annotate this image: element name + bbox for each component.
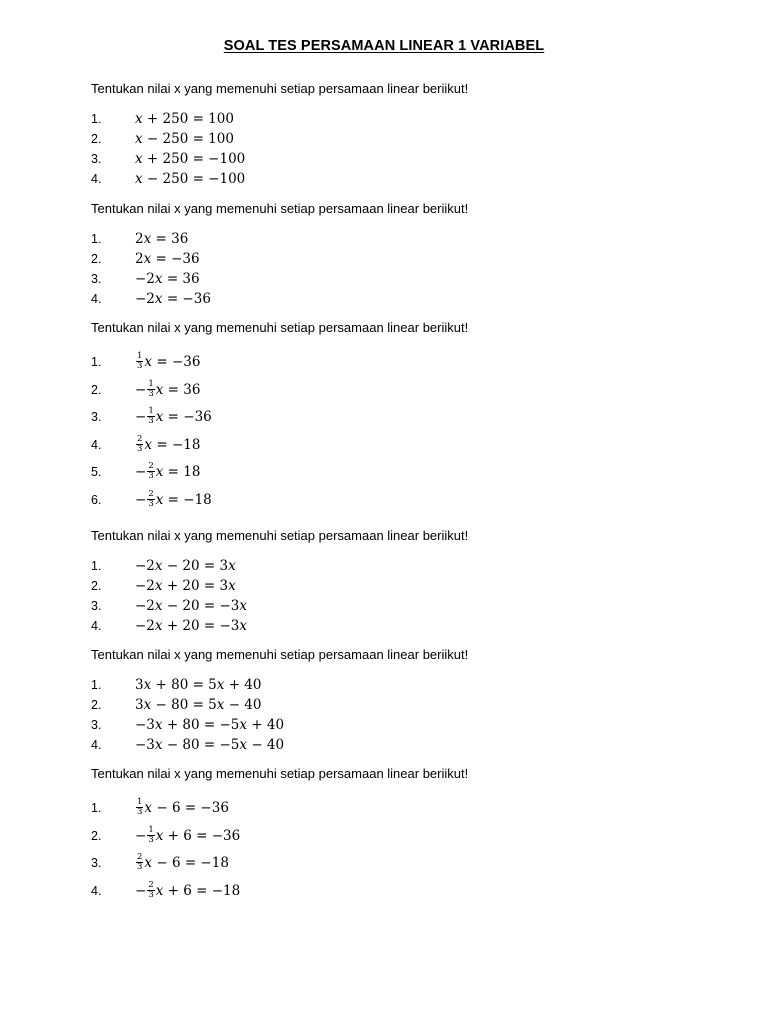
equation-item [91, 404, 711, 432]
equation-item [91, 675, 711, 695]
item-number: 3. [91, 856, 102, 871]
equation-item [91, 249, 711, 269]
item-number: 4. [91, 437, 102, 452]
equation: x + 250 = 100 [135, 111, 234, 127]
equation-item [91, 269, 711, 289]
equation: 3x + 80 = 5x + 40 [135, 677, 262, 693]
item-number: 1. [91, 559, 102, 573]
instruction-text: Tentukan nilai x yang memenuhi setiap persamaan linear beriikut! [91, 81, 469, 96]
fraction: $\frac{2}{3}$ [148, 461, 154, 482]
equation-item [91, 229, 711, 249]
equation-item [91, 556, 711, 576]
item-number: 1. [91, 232, 102, 246]
equation: − $\frac{2}{3}$ x + 6 = −18 [135, 879, 241, 900]
equation: x − 250 = −100 [135, 171, 246, 187]
instruction-text: Tentukan nilai x yang memenuhi setiap persamaan linear beriikut! [91, 320, 469, 335]
equation-item [91, 596, 711, 616]
fraction: $\frac{2}{3}$ [137, 852, 143, 873]
instruction-text: Tentukan nilai x yang memenuhi setiap persamaan linear beriikut! [91, 201, 469, 216]
equation: − $\frac{1}{3}$ x + 6 = −36 [135, 824, 241, 845]
equation: − $\frac{2}{3}$ x = 18 [135, 461, 201, 482]
equation: 2x = −36 [135, 251, 200, 267]
equation: x − 250 = 100 [135, 131, 234, 147]
equation: −2x + 20 = −3x [135, 618, 248, 634]
item-number: 4. [91, 883, 102, 898]
item-number: 3. [91, 718, 102, 732]
exercise-section [91, 319, 711, 515]
equation-item [91, 878, 711, 906]
equation: −3x + 80 = −5x + 40 [135, 717, 285, 733]
item-number: 3. [91, 272, 102, 286]
item-number: 2. [91, 828, 102, 843]
equation-item [91, 459, 711, 487]
equation-list [91, 795, 711, 905]
equation-item [91, 795, 711, 823]
equation: −2x − 20 = 3x [135, 558, 236, 574]
item-number: 1. [91, 112, 102, 126]
equation-item [91, 169, 711, 189]
instruction-text: Tentukan nilai x yang memenuhi setiap persamaan linear beriikut! [91, 528, 469, 543]
equation-item [91, 850, 711, 878]
equation: −2x = 36 [135, 271, 200, 287]
fraction: $\frac{2}{3}$ [137, 433, 143, 454]
exercise-section [91, 646, 711, 755]
equation-list [91, 675, 711, 755]
equation-item [91, 289, 711, 309]
equation: $\frac{2}{3}$ x = −18 [137, 433, 201, 454]
instruction-text: Tentukan nilai x yang memenuhi setiap persamaan linear beriikut! [91, 647, 469, 662]
exercise-section [91, 527, 711, 636]
equation: −2x − 20 = −3x [135, 598, 248, 614]
exercise-section [91, 200, 711, 309]
fraction: $\frac{1}{3}$ [148, 824, 154, 845]
item-number: 2. [91, 132, 102, 146]
equation-item [91, 349, 711, 377]
item-number: 1. [91, 801, 102, 815]
item-number: 5. [91, 465, 102, 480]
equation-item [91, 129, 711, 149]
equation-item [91, 576, 711, 596]
item-number: 3. [91, 152, 102, 166]
exercise-section [91, 765, 711, 905]
equation: − $\frac{1}{3}$ x = −36 [135, 406, 212, 427]
equation-list [91, 556, 711, 636]
equation-list [91, 349, 711, 515]
equation-list [91, 109, 711, 189]
equation: $\frac{1}{3}$ x − 6 = −36 [137, 797, 229, 817]
equation: $\frac{1}{3}$ x = −36 [137, 351, 201, 371]
equation: 2x = 36 [135, 231, 189, 247]
equation-item [91, 432, 711, 460]
item-number: 2. [91, 382, 102, 397]
equation: −2x + 20 = 3x [135, 578, 236, 594]
item-number: 4. [91, 172, 102, 186]
equation: −3x − 80 = −5x − 40 [135, 737, 285, 753]
equation-item [91, 487, 711, 515]
item-number: 4. [91, 738, 102, 752]
item-number: 1. [91, 355, 102, 369]
equation-item [91, 715, 711, 735]
item-number: 3. [91, 410, 102, 425]
equation-item [91, 823, 711, 851]
equation: x + 250 = −100 [135, 151, 246, 167]
fraction: $\frac{2}{3}$ [148, 879, 154, 900]
equation-item [91, 616, 711, 636]
item-number: 2. [91, 698, 102, 712]
item-number: 4. [91, 619, 102, 633]
equation: − $\frac{2}{3}$ x = −18 [135, 488, 212, 509]
fraction: $\frac{2}{3}$ [148, 488, 154, 509]
equation: 3x − 80 = 5x − 40 [135, 697, 262, 713]
item-number: 3. [91, 599, 102, 613]
item-number: 4. [91, 292, 102, 306]
item-number: 2. [91, 579, 102, 593]
equation-item [91, 695, 711, 715]
exercise-section [91, 80, 711, 189]
equation: − $\frac{1}{3}$ x = 36 [135, 378, 201, 399]
equation-item [91, 149, 711, 169]
item-number: 2. [91, 252, 102, 266]
equation-list [91, 229, 711, 309]
page-title: SOAL TES PERSAMAAN LINEAR 1 VARIABEL [223, 38, 545, 54]
equation-item [91, 377, 711, 405]
fraction: $\frac{1}{3}$ [148, 378, 154, 399]
equation: $\frac{2}{3}$ x − 6 = −18 [137, 852, 229, 873]
fraction: $\frac{1}{3}$ [137, 351, 143, 371]
item-number: 6. [91, 492, 102, 507]
item-number: 1. [91, 678, 102, 692]
fraction: $\frac{1}{3}$ [148, 406, 154, 427]
fraction: $\frac{1}{3}$ [137, 797, 143, 817]
equation-item [91, 109, 711, 129]
instruction-text: Tentukan nilai x yang memenuhi setiap persamaan linear beriikut! [91, 766, 469, 781]
equation: −2x = −36 [135, 291, 211, 307]
equation-item [91, 735, 711, 755]
